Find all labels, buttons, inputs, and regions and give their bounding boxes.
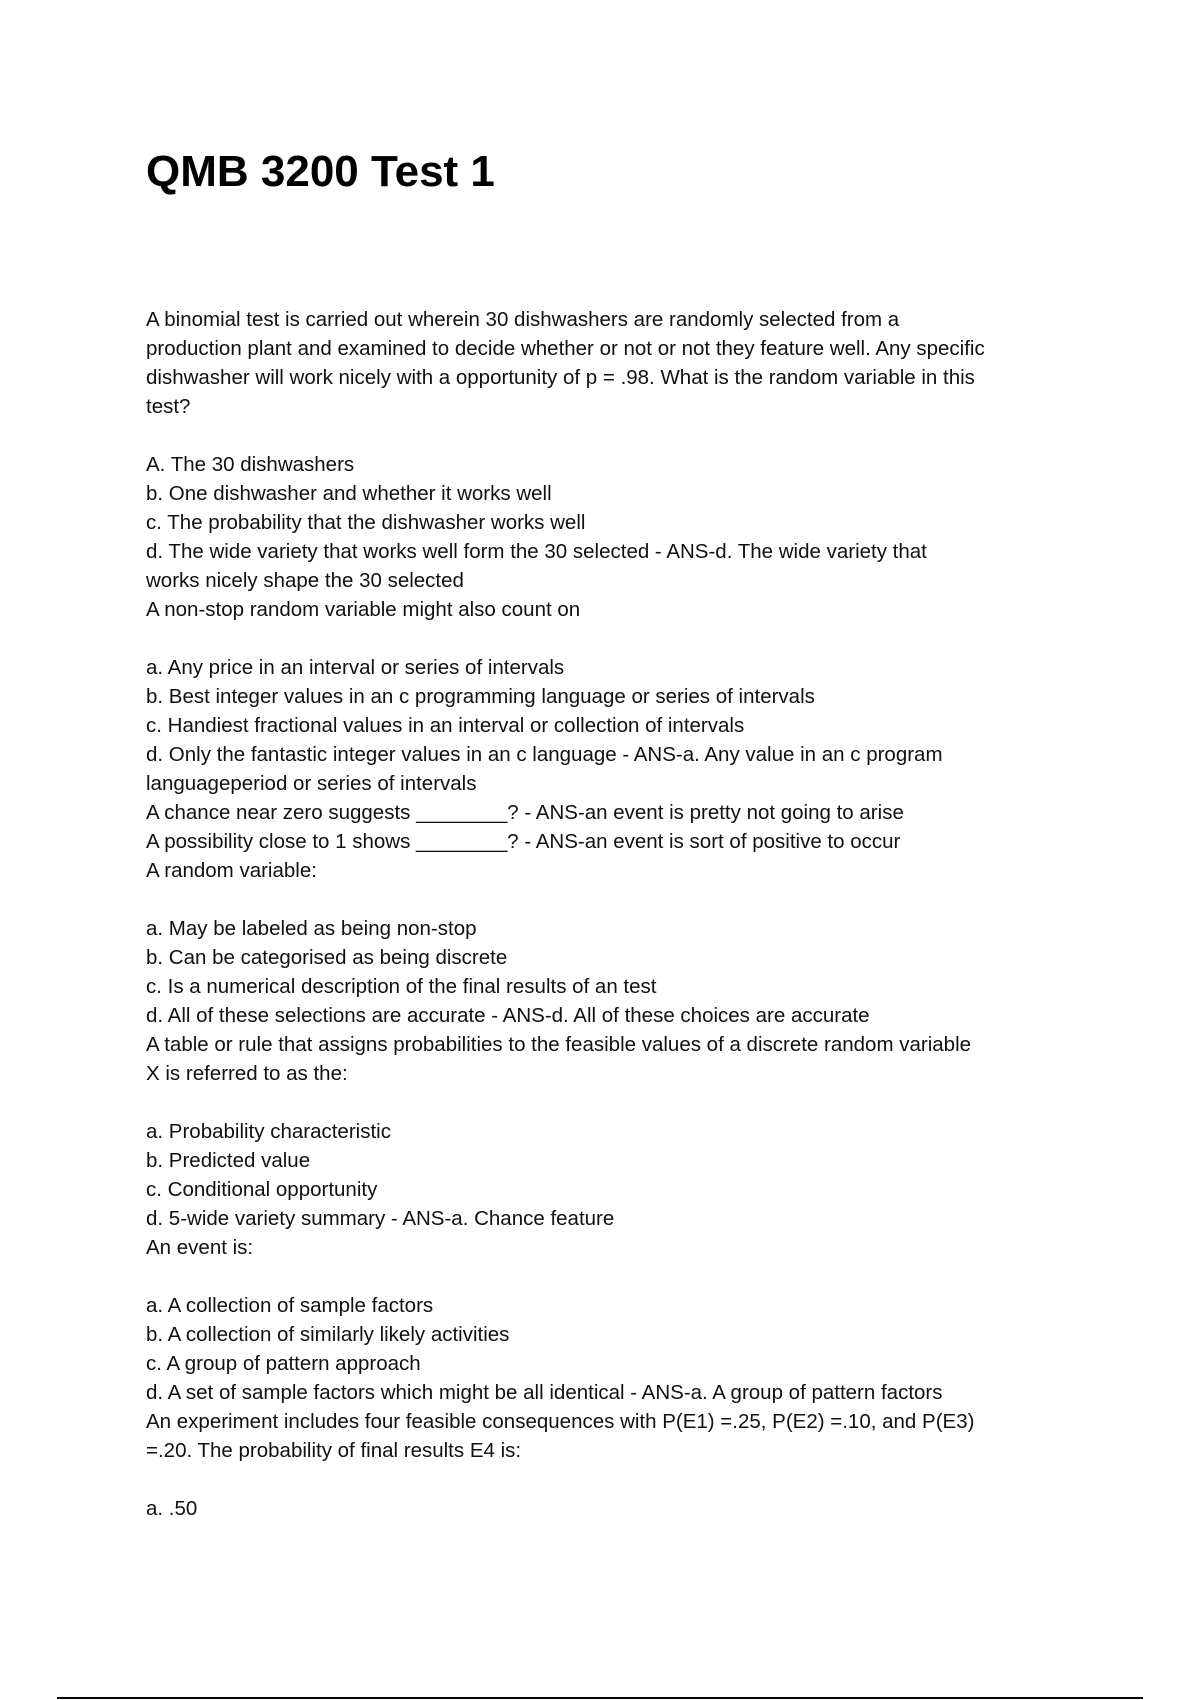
text-line: An experiment includes four feasible consequences with P(E1) =.25, P(E2) =.10, and P(E3) [146, 1410, 975, 1433]
text-line: A. The 30 dishwashers [146, 453, 355, 476]
text-line: A table or rule that assigns probabilities to the feasible values of a discrete random variable [146, 1033, 972, 1056]
text-line: a. Probability characteristic [146, 1120, 391, 1143]
text-line: A random variable: [146, 859, 317, 882]
text-line: d. 5-wide variety summary - ANS-a. Chance feature [146, 1207, 615, 1230]
text-line: test? [146, 395, 191, 418]
text-line: X is referred to as the: [146, 1062, 348, 1085]
text-line: An event is: [146, 1236, 254, 1259]
text-line: languageperiod or series of intervals [146, 772, 477, 795]
text-line: a. Any price in an interval or series of intervals [146, 656, 565, 679]
paragraph-gap [146, 421, 1076, 450]
text-line: a. A collection of sample factors [146, 1294, 434, 1317]
text-line: dishwasher will work nicely with a opportunity of p = .98. What is the random variable in this [146, 366, 975, 389]
text-line: d. All of these selections are accurate - ANS-d. All of these choices are accurate [146, 1004, 870, 1027]
document-body [146, 305, 1076, 1523]
text-line: a. .50 [146, 1497, 198, 1520]
text-line: d. A set of sample factors which might be all identical - ANS-a. A group of pattern factors [146, 1381, 943, 1404]
text-line: a. May be labeled as being non-stop [146, 917, 477, 940]
text-line: b. A collection of similarly likely activities [146, 1323, 510, 1346]
paragraph-gap [146, 1088, 1076, 1117]
text-line: d. Only the fantastic integer values in an c language - ANS-a. Any value in an c program [146, 743, 943, 766]
text-line: A possibility close to 1 shows ________? - ANS-an event is sort of positive to occur [146, 830, 901, 853]
page-title: QMB 3200 Test 1 [146, 147, 495, 196]
text-line: b. Can be categorised as being discrete [146, 946, 508, 969]
paragraph-gap [146, 885, 1076, 914]
text-line: c. Is a numerical description of the final results of an test [146, 975, 657, 998]
paragraph-gap [146, 624, 1076, 653]
footer-divider [57, 1697, 1143, 1699]
text-line: A non-stop random variable might also count on [146, 598, 581, 621]
text-line: b. Predicted value [146, 1149, 311, 1172]
text-line: production plant and examined to decide whether or not or not they feature well. Any specific [146, 337, 985, 360]
text-line: b. Best integer values in an c programming language or series of intervals [146, 685, 815, 708]
text-line: =.20. The probability of final results E4 is: [146, 1439, 522, 1462]
text-line: A chance near zero suggests ________? - ANS-an event is pretty not going to arise [146, 801, 904, 824]
text-line: A binomial test is carried out wherein 30 dishwashers are randomly selected from a [146, 308, 900, 331]
text-line: c. The probability that the dishwasher works well [146, 511, 586, 534]
text-line: c. Conditional opportunity [146, 1178, 378, 1201]
text-line: b. One dishwasher and whether it works well [146, 482, 552, 505]
text-line: works nicely shape the 30 selected [146, 569, 464, 592]
text-line: d. The wide variety that works well form the 30 selected - ANS-d. The wide variety that [146, 540, 927, 563]
paragraph-gap [146, 1262, 1076, 1291]
paragraph-gap [146, 1465, 1076, 1494]
text-line: c. A group of pattern approach [146, 1352, 421, 1375]
text-line: c. Handiest fractional values in an interval or collection of intervals [146, 714, 745, 737]
